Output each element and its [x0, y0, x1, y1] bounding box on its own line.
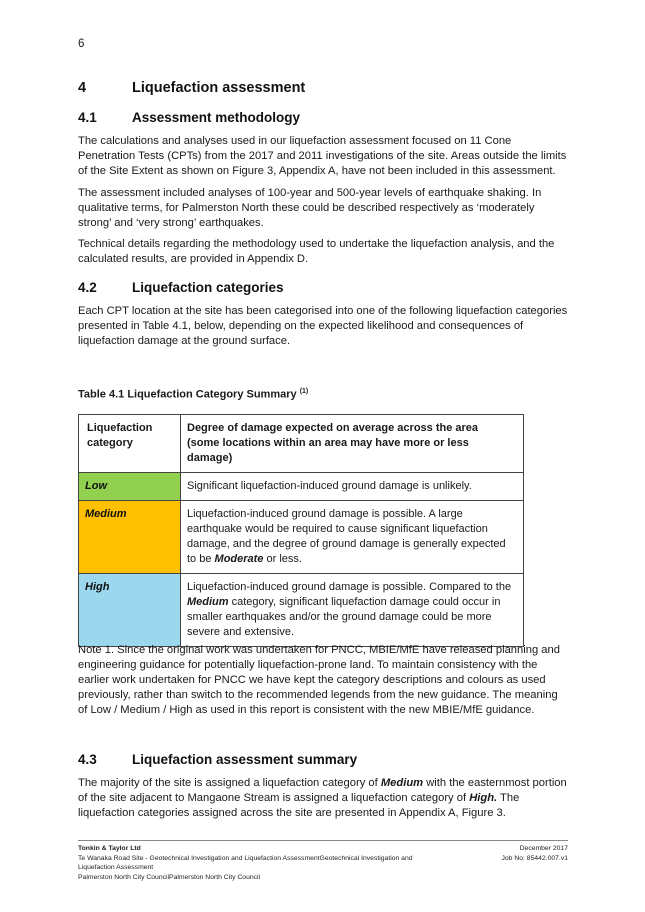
desc-emphasis: Medium — [187, 596, 229, 608]
categories-paragraph: Each CPT location at the site has been categorised into one of the following liquefaction categories presented in Table 4.1, below, depending on the expected likelihood and consequences of liquefaction damage at the ground surface. — [78, 305, 568, 347]
footer-report-title-cont: Liquefaction Assessment — [78, 864, 154, 871]
category-low: Low — [79, 473, 181, 501]
section-4-heading — [78, 80, 305, 96]
footer-right — [501, 844, 568, 863]
summary-text: The liquefaction categories assigned across the site are presented in Appendix A, Figure 3. — [78, 792, 520, 819]
summary-text: The majority of the site is assigned a liquefaction category of — [78, 777, 381, 789]
section-number: 4.1 — [78, 110, 97, 125]
table-note: Note 1. Since the original work was undertaken for PNCC, MBIE/MfE have released planning and engineering guidance for potentially liquefaction-prone land. To maintain consistency with the earlier work undertaken for PNCC we have kept the category descriptions and colours as used previously, rather than switch to the recommended legends from the new guidance. The meaning of Low / Medium / High as used in this report is consistent with the new MBIE/MfE guidance. — [78, 644, 560, 716]
summary-paragraph — [78, 776, 570, 821]
desc-emphasis: Moderate — [214, 553, 264, 565]
methodology-paragraph-3: Technical details regarding the methodology used to undertake the liquefaction analysis, and the calculated results, are provided in Appendix D. — [78, 238, 555, 265]
header-degree-line2: (some locations within an area may have more or less damage) — [187, 437, 469, 464]
section-4-2-heading — [78, 280, 284, 295]
footer-date: December 2017 — [519, 845, 568, 852]
section-title: Liquefaction categories — [132, 280, 284, 295]
section-title: Liquefaction assessment — [132, 80, 306, 96]
footer-report-title: Te Wanaka Road Site - Geotechnical Investigation and Liquefaction AssessmentGeotechnical Investigation and — [78, 854, 413, 862]
section-title: Assessment methodology — [132, 110, 301, 125]
methodology-paragraph-1: The calculations and analyses used in our liquefaction assessment focused on 11 Cone Penetration Tests (CPTs) from the 2017 and 2011 investigations of the site. Areas outside the limits of the Site Extent as shown on Figure 3, Appendix A, have not been included in this assessment. — [78, 135, 567, 177]
methodology-paragraph-2: The assessment included analyses of 100-year and 500-year levels of earthquake shaking. In qualitative terms, for Palmerston North these could be described respectively as ‘moderately strong’ and ‘very strong’ earthquakes. — [78, 187, 542, 229]
header-degree — [181, 415, 524, 473]
category-medium: Medium — [79, 501, 181, 574]
page-number: 6 — [78, 38, 85, 50]
category-high: High — [79, 574, 181, 647]
description-low: Significant liquefaction-induced ground damage is unlikely. — [181, 473, 524, 501]
table-caption-footnote: (1) — [299, 388, 309, 395]
header-degree-line1: Degree of damage expected on average across the area — [187, 422, 479, 434]
desc-text: Liquefaction-induced ground damage is possible. Compared to the — [187, 581, 512, 593]
section-4-3-heading — [78, 752, 357, 767]
table-row — [79, 574, 524, 647]
section-4-1-heading — [78, 110, 300, 125]
table-caption — [78, 388, 308, 401]
liquefaction-category-table — [78, 414, 524, 647]
footer-divider — [78, 840, 568, 841]
summary-emphasis-high: High. — [469, 792, 498, 804]
description-high — [181, 574, 524, 647]
description-medium — [181, 501, 524, 574]
summary-text: with the easternmost portion of the site adjacent to Mangaone Stream is assigned a liquefaction category of — [78, 777, 567, 804]
desc-text: Liquefaction-induced ground damage is possible. A large earthquake would be required to cause significant liquefaction damage, and the degree of ground damage is generally expected to be — [187, 508, 506, 565]
footer-client: Palmerston North City CouncilPalmerston North City Council — [78, 873, 261, 881]
desc-text: category, significant liquefaction damage could occur in smaller earthquakes and/or the ground damage could be more severe and extensive. — [187, 596, 501, 638]
footer-left — [78, 844, 458, 882]
footer-job-number: Job No: 85442.007.v1 — [501, 854, 568, 862]
table-header-row — [79, 415, 524, 473]
summary-emphasis-medium: Medium — [380, 777, 424, 789]
desc-text: or less. — [263, 553, 302, 565]
table-row — [79, 473, 524, 501]
section-title: Liquefaction assessment summary — [132, 752, 358, 767]
section-number: 4.2 — [78, 280, 97, 295]
section-number: 4.3 — [78, 752, 97, 767]
section-number: 4 — [78, 80, 87, 96]
header-category: Liquefaction category — [79, 415, 181, 473]
table-caption-text: Table 4.1 Liquefaction Category Summary — [78, 388, 297, 401]
table-row — [79, 501, 524, 574]
footer-company: Tonkin & Taylor Ltd — [78, 845, 141, 852]
